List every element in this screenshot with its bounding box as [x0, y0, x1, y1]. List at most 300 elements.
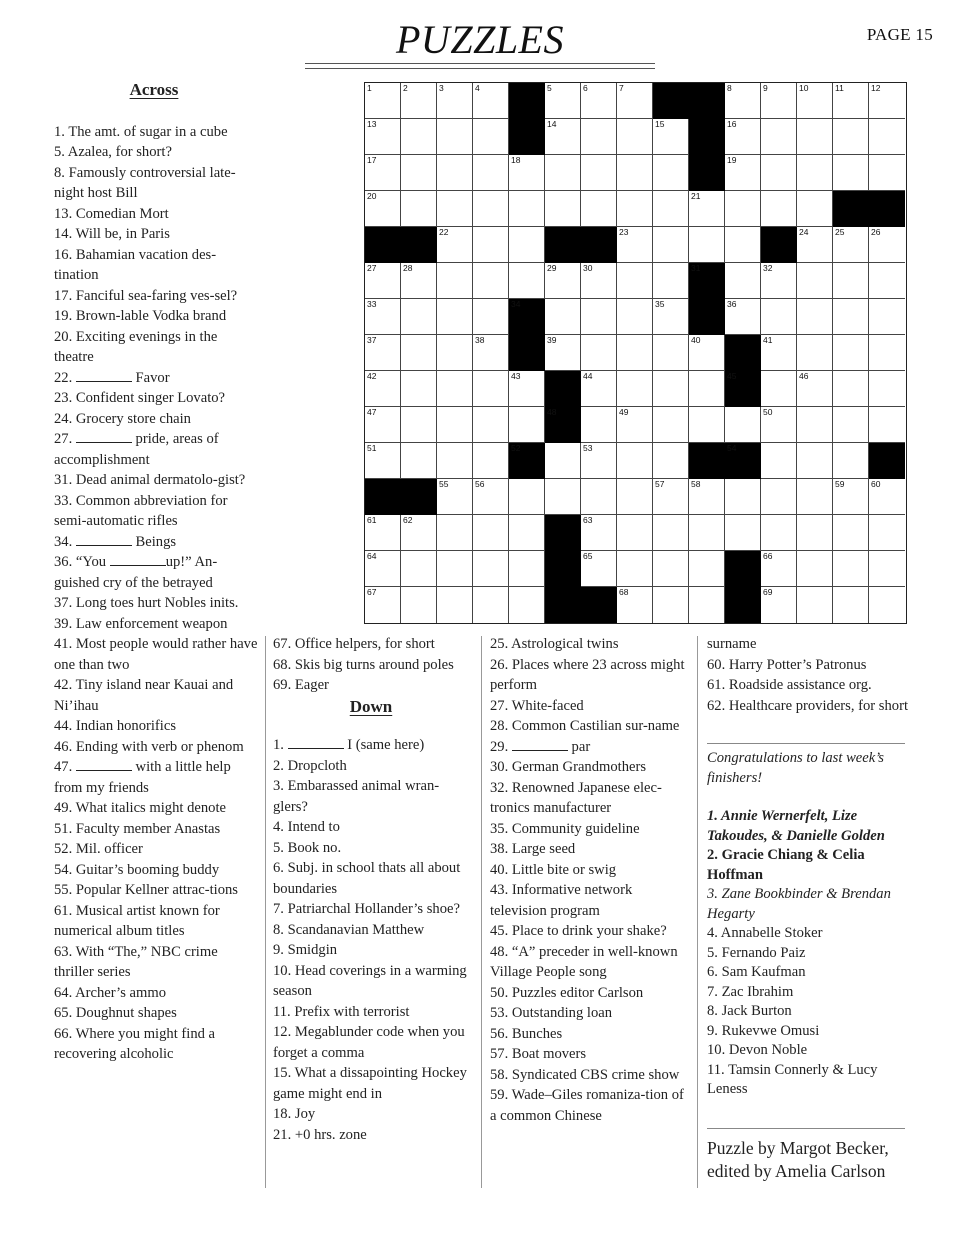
grid-cell[interactable]	[545, 191, 581, 227]
grid-cell[interactable]	[653, 587, 689, 623]
clue-number: 13	[367, 119, 377, 129]
grid-cell[interactable]	[437, 371, 473, 407]
across-clue: 46. Ending with verb or phenom	[54, 738, 244, 755]
grid-cell[interactable]	[365, 83, 401, 119]
down-clue: 57. Boat movers	[490, 1046, 587, 1062]
grid-cell[interactable]	[869, 83, 905, 119]
grid-cell[interactable]	[833, 551, 869, 587]
grid-cell[interactable]	[653, 335, 689, 371]
clue-number: 35	[655, 299, 665, 309]
grid-cell[interactable]	[581, 83, 617, 119]
down-clue: 4. Intend to	[273, 819, 340, 835]
title-rule-bottom	[305, 68, 655, 69]
column-divider-2	[481, 636, 482, 1188]
grid-cell[interactable]	[365, 551, 401, 587]
clue-number: 19	[727, 155, 737, 165]
grid-cell[interactable]	[725, 479, 761, 515]
grid-cell[interactable]	[725, 227, 761, 263]
clue-number: 44	[583, 371, 593, 381]
grid-cell[interactable]	[401, 191, 437, 227]
clue-number: 31	[691, 263, 701, 273]
clue-number: 50	[763, 407, 773, 417]
grid-cell[interactable]	[401, 335, 437, 371]
grid-cell[interactable]	[761, 191, 797, 227]
grid-cell[interactable]	[689, 407, 725, 443]
fill-in-blank	[110, 553, 166, 566]
grid-cell[interactable]	[617, 155, 653, 191]
clue-number: 26	[871, 227, 881, 237]
grid-cell[interactable]	[833, 155, 869, 191]
clue-number: 49	[619, 407, 629, 417]
crossword-grid	[364, 82, 907, 624]
grid-cell[interactable]	[365, 335, 401, 371]
grid-cell[interactable]	[689, 515, 725, 551]
grid-cell[interactable]	[473, 227, 509, 263]
grid-cell[interactable]	[617, 299, 653, 335]
grid-cell[interactable]	[869, 263, 905, 299]
grid-cell[interactable]	[365, 155, 401, 191]
grid-cell[interactable]	[401, 371, 437, 407]
clue-number: 68	[619, 587, 629, 597]
grid-cell[interactable]	[401, 587, 437, 623]
grid-cell[interactable]	[617, 227, 653, 263]
grid-cell[interactable]	[761, 479, 797, 515]
grid-cell[interactable]	[761, 515, 797, 551]
grid-cell[interactable]	[509, 479, 545, 515]
grid-cell[interactable]	[509, 371, 545, 407]
fill-in-blank	[76, 533, 132, 546]
grid-cell[interactable]	[761, 371, 797, 407]
grid-cell[interactable]	[365, 299, 401, 335]
grid-cell[interactable]	[365, 119, 401, 155]
clue-number: 27	[367, 263, 377, 273]
across-clue: 42. Tiny island near Kauai and Ni’ihau	[54, 677, 234, 714]
clue-number: 30	[583, 263, 593, 273]
grid-cell[interactable]	[617, 119, 653, 155]
across-clue: 20. Exciting evenings in the theatre	[54, 328, 218, 365]
grid-cell[interactable]	[545, 155, 581, 191]
grid-cell[interactable]	[797, 587, 833, 623]
fill-in-blank	[288, 736, 344, 749]
grid-cell[interactable]	[797, 479, 833, 515]
grid-cell[interactable]	[401, 407, 437, 443]
clue-number: 32	[763, 263, 773, 273]
clue-number: 69	[763, 587, 773, 597]
grid-cell[interactable]	[545, 443, 581, 479]
grid-cell[interactable]	[761, 263, 797, 299]
grid-cell[interactable]	[437, 263, 473, 299]
grid-cell[interactable]	[653, 371, 689, 407]
grid-cell[interactable]	[509, 551, 545, 587]
across-clue: 23. Confident singer Lovato?	[54, 390, 226, 406]
grid-cell[interactable]	[365, 407, 401, 443]
clue-number: 48	[547, 407, 557, 417]
clue-number: 34	[511, 299, 521, 309]
grid-cell[interactable]	[617, 263, 653, 299]
grid-cell[interactable]	[509, 515, 545, 551]
grid-cell[interactable]	[761, 443, 797, 479]
grid-cell[interactable]	[473, 479, 509, 515]
grid-cell[interactable]	[797, 299, 833, 335]
fill-in-blank	[76, 369, 132, 382]
black-square	[581, 587, 617, 623]
across-clue: 13. Comedian Mort	[54, 205, 169, 222]
grid-cell[interactable]	[761, 407, 797, 443]
grid-cell[interactable]	[545, 335, 581, 371]
grid-cell[interactable]	[401, 155, 437, 191]
grid-cell[interactable]	[581, 191, 617, 227]
grid-cell[interactable]	[653, 227, 689, 263]
grid-cell[interactable]	[797, 227, 833, 263]
grid-cell[interactable]	[581, 371, 617, 407]
grid-cell[interactable]	[581, 407, 617, 443]
grid-cell[interactable]	[545, 299, 581, 335]
grid-cell[interactable]	[869, 587, 905, 623]
grid-cell[interactable]	[689, 587, 725, 623]
black-square	[401, 227, 437, 263]
down-clue: 3. Embarassed animal wran-glers?	[273, 778, 440, 815]
down-clue: 43. Informative network television program	[490, 882, 633, 919]
down-clue: 30. German Grandmothers	[490, 759, 647, 775]
grid-cell[interactable]	[725, 299, 761, 335]
across-clue: 65. Doughnut shapes	[54, 1005, 177, 1021]
grid-cell[interactable]	[617, 83, 653, 119]
across-clue: 55. Popular Kellner attrac-tions	[54, 882, 238, 898]
grid-cell[interactable]	[365, 371, 401, 407]
grid-cell[interactable]	[653, 479, 689, 515]
grid-cell[interactable]	[473, 551, 509, 587]
clue-number: 42	[367, 371, 377, 381]
grid-cell[interactable]	[725, 407, 761, 443]
clue-number: 11	[835, 83, 844, 93]
finisher-entry: 5. Fernando Paiz	[707, 944, 806, 961]
black-square	[725, 371, 761, 407]
fill-in-blank	[76, 758, 132, 771]
grid-cell[interactable]	[869, 227, 905, 263]
grid-cell[interactable]	[833, 515, 869, 551]
grid-cell[interactable]	[401, 119, 437, 155]
grid-cell[interactable]	[869, 335, 905, 371]
grid-cell[interactable]	[653, 443, 689, 479]
clue-number: 7	[619, 83, 624, 93]
clue-number: 14	[547, 119, 557, 129]
down-clue: 18. Joy	[273, 1106, 316, 1122]
grid-cell[interactable]	[401, 299, 437, 335]
grid-cell[interactable]	[653, 119, 689, 155]
grid-cell[interactable]	[833, 479, 869, 515]
grid-cell[interactable]	[401, 263, 437, 299]
grid-cell[interactable]	[509, 407, 545, 443]
grid-cell[interactable]	[437, 335, 473, 371]
grid-cell[interactable]	[473, 263, 509, 299]
grid-cell[interactable]	[473, 191, 509, 227]
grid-cell[interactable]	[617, 587, 653, 623]
grid-cell[interactable]	[797, 263, 833, 299]
down-clue: 6. Subj. in school thats all about boundaries	[273, 860, 461, 897]
grid-cell[interactable]	[869, 119, 905, 155]
down-clue: 29. par	[490, 738, 591, 755]
grid-cell[interactable]	[437, 227, 473, 263]
grid-cell[interactable]	[509, 191, 545, 227]
grid-cell[interactable]	[797, 371, 833, 407]
grid-cell[interactable]	[437, 407, 473, 443]
grid-cell[interactable]	[689, 227, 725, 263]
grid-cell[interactable]	[869, 515, 905, 551]
grid-cell[interactable]	[653, 407, 689, 443]
across-clue: 64. Archer’s ammo	[54, 984, 166, 1001]
black-square	[689, 299, 725, 335]
black-square	[833, 191, 869, 227]
grid-cell[interactable]	[581, 443, 617, 479]
down-clue: 56. Bunches	[490, 1025, 563, 1042]
clue-number: 58	[691, 479, 701, 489]
grid-cell[interactable]	[617, 479, 653, 515]
finisher-entry: 9. Rukevwe Omusi	[707, 1022, 820, 1039]
grid-cell[interactable]	[473, 119, 509, 155]
down-clue: 8. Scandanavian Matthew	[273, 921, 425, 938]
clue-number: 45	[727, 371, 737, 381]
grid-cell[interactable]	[833, 227, 869, 263]
down-clue: 59. Wade–Giles romaniza-tion of a common Chinese	[490, 1087, 684, 1124]
clue-number: 66	[763, 551, 773, 561]
fill-in-blank	[76, 430, 132, 443]
clue-number: 56	[475, 479, 485, 489]
grid-cell[interactable]	[545, 83, 581, 119]
clue-number: 41	[763, 335, 773, 345]
grid-cell[interactable]	[581, 119, 617, 155]
grid-cell[interactable]	[473, 587, 509, 623]
grid-cell[interactable]	[689, 371, 725, 407]
grid-cell[interactable]	[437, 299, 473, 335]
grid-cell[interactable]	[617, 551, 653, 587]
black-square	[509, 119, 545, 155]
black-square	[725, 587, 761, 623]
grid-cell[interactable]	[437, 587, 473, 623]
black-square	[581, 227, 617, 263]
grid-cell[interactable]	[617, 191, 653, 227]
grid-cell[interactable]	[473, 299, 509, 335]
grid-cell[interactable]	[401, 443, 437, 479]
finisher-entry: 10. Devon Noble	[707, 1042, 808, 1058]
grid-cell[interactable]	[653, 515, 689, 551]
finisher-second: 2. Gracie Chiang & Celia Hoffman	[707, 847, 865, 883]
grid-cell[interactable]	[581, 335, 617, 371]
down-clue: 35. Community guideline	[490, 820, 640, 837]
grid-cell[interactable]	[365, 587, 401, 623]
clue-number: 6	[583, 83, 588, 93]
grid-cell[interactable]	[797, 83, 833, 119]
grid-cell[interactable]	[761, 299, 797, 335]
grid-cell[interactable]	[761, 587, 797, 623]
clue-number: 53	[583, 443, 593, 453]
grid-cell[interactable]	[581, 299, 617, 335]
grid-cell[interactable]	[689, 191, 725, 227]
grid-cell[interactable]	[473, 515, 509, 551]
grid-cell[interactable]	[545, 263, 581, 299]
grid-cell[interactable]	[761, 551, 797, 587]
grid-cell[interactable]	[761, 155, 797, 191]
grid-cell[interactable]	[689, 551, 725, 587]
grid-cell[interactable]	[869, 551, 905, 587]
black-square	[365, 227, 401, 263]
grid-cell[interactable]	[437, 83, 473, 119]
clue-number: 2	[403, 83, 408, 93]
clue-column-3	[490, 634, 688, 1126]
down-clue: 9. Smidgin	[273, 942, 338, 958]
grid-cell[interactable]	[869, 371, 905, 407]
grid-cell[interactable]	[725, 191, 761, 227]
down-clue: 61. Roadside assistance org.	[707, 677, 872, 693]
grid-cell[interactable]	[797, 191, 833, 227]
grid-cell[interactable]	[617, 443, 653, 479]
black-square	[869, 443, 905, 479]
grid-cell[interactable]	[581, 479, 617, 515]
grid-cell[interactable]	[437, 119, 473, 155]
grid-cell[interactable]	[473, 407, 509, 443]
grid-cell[interactable]	[761, 119, 797, 155]
grid-cell[interactable]	[437, 551, 473, 587]
grid-cell[interactable]	[473, 155, 509, 191]
down-clue: 45. Place to drink your shake?	[490, 923, 667, 939]
column-divider-3	[697, 636, 698, 1188]
grid-cell[interactable]	[437, 479, 473, 515]
grid-cell[interactable]	[833, 335, 869, 371]
grid-cell[interactable]	[509, 587, 545, 623]
grid-cell[interactable]	[581, 551, 617, 587]
clue-number: 28	[403, 263, 413, 273]
grid-cell[interactable]	[833, 407, 869, 443]
grid-cell[interactable]	[833, 83, 869, 119]
grid-cell[interactable]	[869, 407, 905, 443]
grid-cell[interactable]	[833, 263, 869, 299]
clue-number: 55	[439, 479, 449, 489]
grid-cell[interactable]	[545, 119, 581, 155]
clue-number: 36	[727, 299, 737, 309]
across-clue: 49. What italics might denote	[54, 800, 226, 816]
finisher-entry: 11. Tamsin Connerly & Lucy Leness	[707, 1061, 878, 1097]
down-clue: 2. Dropcloth	[273, 757, 347, 774]
grid-cell[interactable]	[653, 263, 689, 299]
grid-cell[interactable]	[833, 371, 869, 407]
black-square	[689, 263, 725, 299]
grid-cell[interactable]	[725, 515, 761, 551]
grid-cell[interactable]	[653, 551, 689, 587]
grid-cell[interactable]	[797, 515, 833, 551]
grid-cell[interactable]	[617, 335, 653, 371]
grid-cell[interactable]	[365, 515, 401, 551]
grid-cell[interactable]	[833, 587, 869, 623]
grid-cell[interactable]	[653, 191, 689, 227]
black-square	[725, 335, 761, 371]
grid-cell[interactable]	[509, 155, 545, 191]
finisher-entry: 6. Sam Kaufman	[707, 964, 806, 980]
across-clue: 61. Musical artist known for numerical album titles	[54, 902, 220, 939]
black-square	[509, 335, 545, 371]
grid-cell[interactable]	[761, 83, 797, 119]
grid-cell[interactable]	[689, 335, 725, 371]
across-heading: Across	[129, 80, 179, 99]
grid-cell[interactable]	[761, 335, 797, 371]
grid-cell[interactable]	[725, 263, 761, 299]
grid-cell[interactable]	[725, 119, 761, 155]
fill-in-blank	[512, 738, 568, 751]
clue-number: 64	[367, 551, 377, 561]
black-square	[725, 551, 761, 587]
black-square	[545, 587, 581, 623]
grid-cell[interactable]	[437, 155, 473, 191]
masthead	[305, 18, 655, 62]
grid-cell[interactable]	[473, 443, 509, 479]
clue-number: 59	[835, 479, 845, 489]
clue-number: 62	[403, 515, 413, 525]
grid-cell[interactable]	[833, 299, 869, 335]
grid-cell[interactable]	[401, 515, 437, 551]
across-clue-list	[54, 122, 259, 1065]
grid-cell[interactable]	[797, 119, 833, 155]
grid-cell[interactable]	[473, 335, 509, 371]
down-clue: 58. Syndicated CBS crime show	[490, 1066, 680, 1083]
grid-cell[interactable]	[689, 479, 725, 515]
grid-cell[interactable]	[365, 263, 401, 299]
grid-cell[interactable]	[833, 443, 869, 479]
down-clue: 1. I (same here)	[273, 737, 425, 753]
black-square	[509, 83, 545, 119]
grid-cell[interactable]	[473, 83, 509, 119]
grid-cell[interactable]	[617, 371, 653, 407]
grid-cell[interactable]	[437, 191, 473, 227]
grid-cell[interactable]	[617, 407, 653, 443]
clue-number: 15	[655, 119, 665, 129]
grid-cell[interactable]	[869, 479, 905, 515]
clue-column-4	[707, 634, 917, 716]
clue-number: 63	[583, 515, 593, 525]
grid-cell[interactable]	[365, 191, 401, 227]
grid-cell[interactable]	[797, 407, 833, 443]
grid-cell[interactable]	[653, 299, 689, 335]
grid-cell[interactable]	[797, 335, 833, 371]
grid-cell[interactable]	[581, 263, 617, 299]
clue-number: 54	[727, 443, 737, 453]
grid-cell[interactable]	[581, 155, 617, 191]
grid-cell[interactable]	[581, 515, 617, 551]
across-clue: 67. Office helpers, for short	[273, 636, 435, 652]
grid-cell[interactable]	[545, 479, 581, 515]
grid-cell[interactable]	[725, 83, 761, 119]
grid-cell[interactable]	[797, 155, 833, 191]
finisher-entry: 8. Jack Burton	[707, 1003, 792, 1019]
grid-cell[interactable]	[797, 443, 833, 479]
grid-cell[interactable]	[833, 119, 869, 155]
grid-cell[interactable]	[437, 515, 473, 551]
grid-cell[interactable]	[509, 263, 545, 299]
grid-cell[interactable]	[365, 443, 401, 479]
grid-cell[interactable]	[797, 551, 833, 587]
grid-cell[interactable]	[437, 443, 473, 479]
grid-cell[interactable]	[617, 515, 653, 551]
clue-number: 37	[367, 335, 377, 345]
clue-number: 51	[367, 443, 377, 453]
grid-cell[interactable]	[401, 83, 437, 119]
grid-cell[interactable]	[653, 155, 689, 191]
grid-cell[interactable]	[401, 551, 437, 587]
grid-cell[interactable]	[725, 155, 761, 191]
down-clue: 10. Head coverings in a warming season	[273, 962, 467, 999]
grid-cell[interactable]	[509, 227, 545, 263]
grid-cell[interactable]	[473, 371, 509, 407]
grid-cell[interactable]	[869, 299, 905, 335]
grid-cell[interactable]	[869, 155, 905, 191]
congrats-rule-bottom	[707, 1128, 905, 1129]
